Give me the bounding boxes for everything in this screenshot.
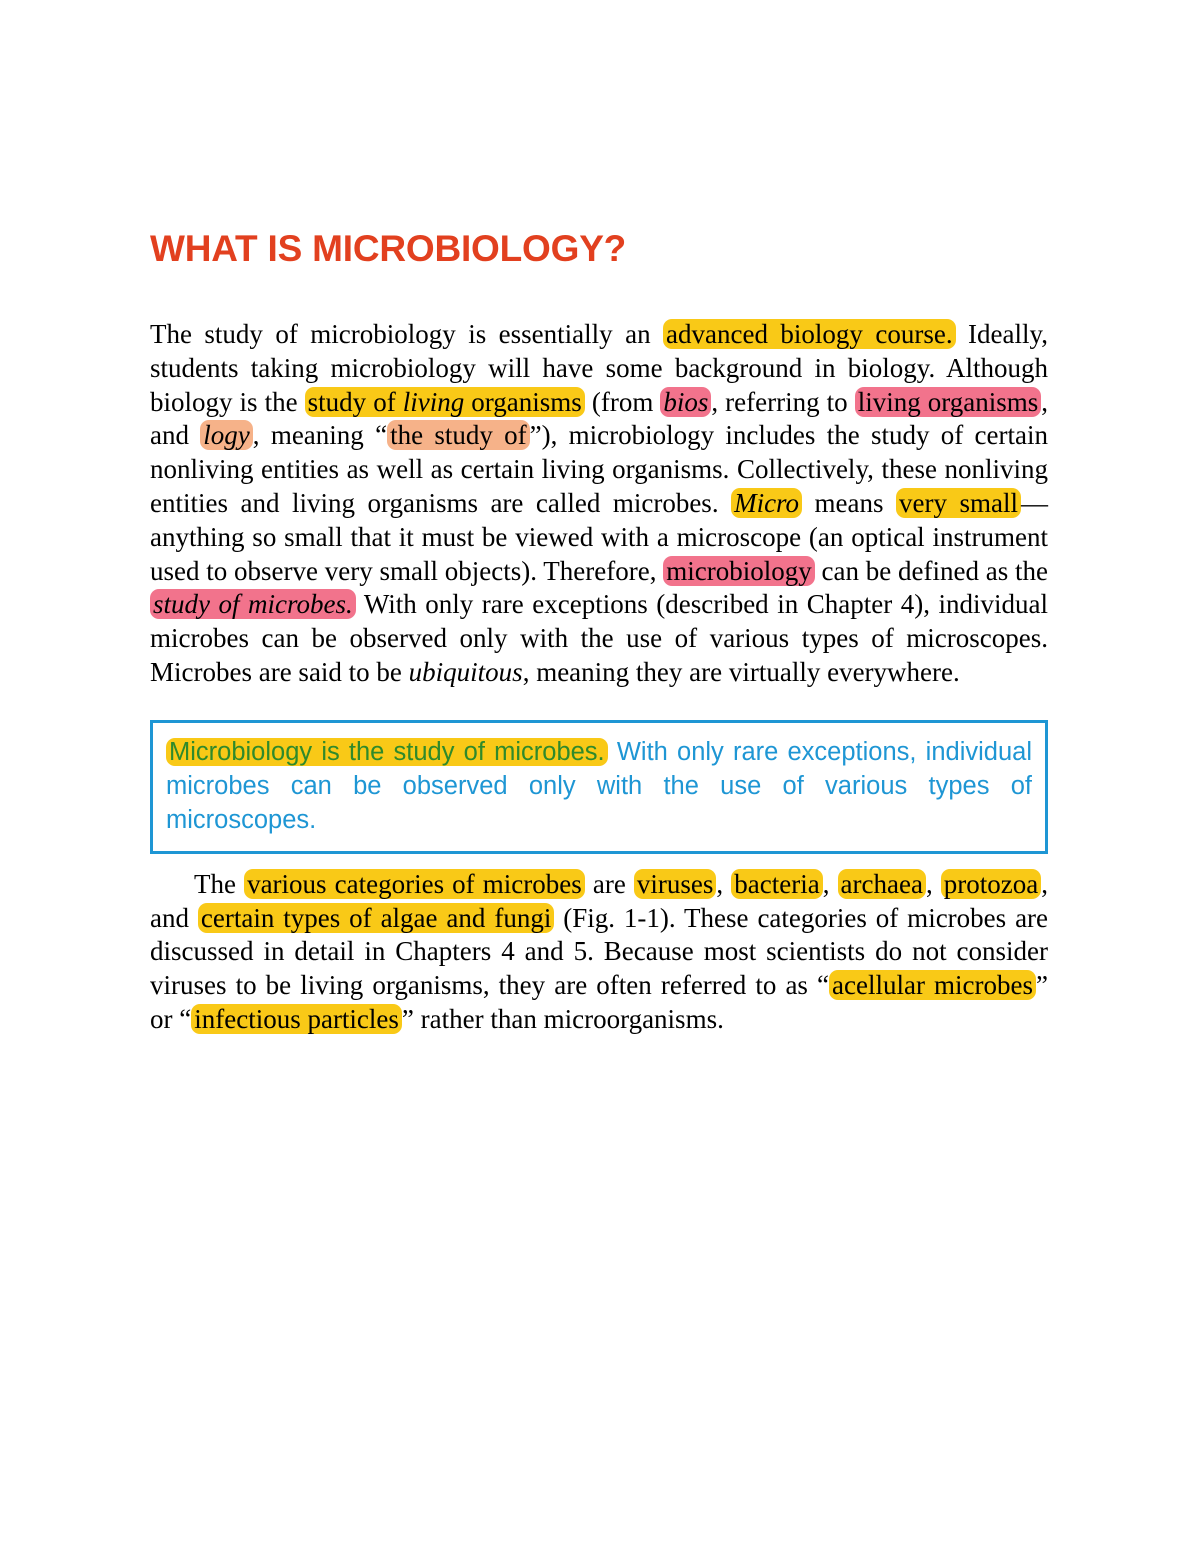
definition-callout-box	[150, 720, 1048, 854]
highlight-archaea: archaea	[838, 869, 926, 899]
highlight-text: study of	[307, 386, 403, 417]
text-run: (Fig. 1-1). These categories of microbes are discussed in detail in Chapters 4 and 5. Because most scientists do not consider viruses to be living organisms, they are often referred to as “	[150, 902, 1049, 1001]
highlight-the-study-of: the study of	[387, 420, 530, 450]
text-run: The	[194, 868, 245, 899]
text-run: The study of microbiology is essentially an	[150, 319, 664, 349]
highlight-acellular-microbes: acellular microbes	[829, 970, 1036, 1000]
callout-highlight: Microbiology is the study of microbes.	[166, 738, 608, 766]
highlight-advanced-biology-course: advanced biology course.	[663, 319, 956, 349]
highlight-text: organisms	[464, 386, 582, 417]
text-run: With only rare exceptions (described in Chapter 4), individual microbes can be observed only with the use of various types of microscopes. Microbes are said to be	[150, 589, 1048, 687]
highlight-algae-fungi: certain types of algae and fungi	[198, 903, 554, 933]
text-run: Ideally, students taking microbiology will have some background in biology. Although biology is the	[150, 319, 1048, 417]
page-title: WHAT IS MICROBIOLOGY?	[150, 228, 627, 269]
text-run: ,	[925, 868, 941, 899]
highlight-micro: Micro	[731, 488, 802, 518]
italic-ubiquitous: ubiquitous	[408, 656, 523, 687]
text-run: , meaning “	[252, 420, 388, 451]
text-run: , and	[150, 386, 1049, 451]
highlight-various-categories: various categories of microbes	[244, 869, 585, 899]
text-run: , and	[150, 868, 1049, 933]
text-run: ” or “	[150, 970, 1048, 1034]
callout-text: With only rare exceptions, individual microbes can be observed only with the use of various types of microscopes.	[166, 737, 1032, 834]
text-run: (from	[584, 386, 661, 417]
categories-paragraph	[150, 868, 1048, 1037]
highlight-logy: logy	[200, 420, 253, 450]
intro-paragraph	[150, 318, 1048, 690]
highlight-infectious-particles: infectious particles	[191, 1004, 402, 1034]
text-run: ”), microbiology includes the study of certain nonliving entities as well as certain living organisms. Collectively, these nonliving entities and living organisms are called microbes.	[150, 420, 1048, 518]
italic-living: living	[402, 386, 465, 417]
text-run: ” rather than microorganisms.	[401, 1003, 724, 1034]
highlight-bacteria: bacteria	[731, 869, 822, 899]
highlight-viruses: viruses	[634, 869, 717, 899]
highlight-living-organisms: living organisms	[855, 387, 1042, 417]
highlight-bios: bios	[660, 387, 711, 417]
highlight-study-of-living-organisms	[305, 387, 585, 417]
text-run: are	[584, 868, 634, 899]
text-run: can be defined as the	[814, 555, 1048, 586]
text-run: ,	[822, 868, 838, 899]
text-run: , referring to	[711, 386, 855, 417]
highlight-protozoa: protozoa	[941, 869, 1041, 899]
text-run: , meaning they are virtually everywhere.	[522, 656, 960, 687]
text-run: ,	[716, 868, 732, 899]
highlight-study-of-microbes: study of microbes.	[150, 589, 356, 619]
text-run: —anything so small that it must be viewed with a microscope (an optical instrument used to observe very small objects). Therefore,	[150, 487, 1048, 586]
highlight-very-small: very small	[896, 488, 1021, 518]
document-page	[150, 222, 1048, 1037]
text-run: means	[802, 487, 897, 518]
highlight-microbiology: microbiology	[663, 556, 814, 586]
